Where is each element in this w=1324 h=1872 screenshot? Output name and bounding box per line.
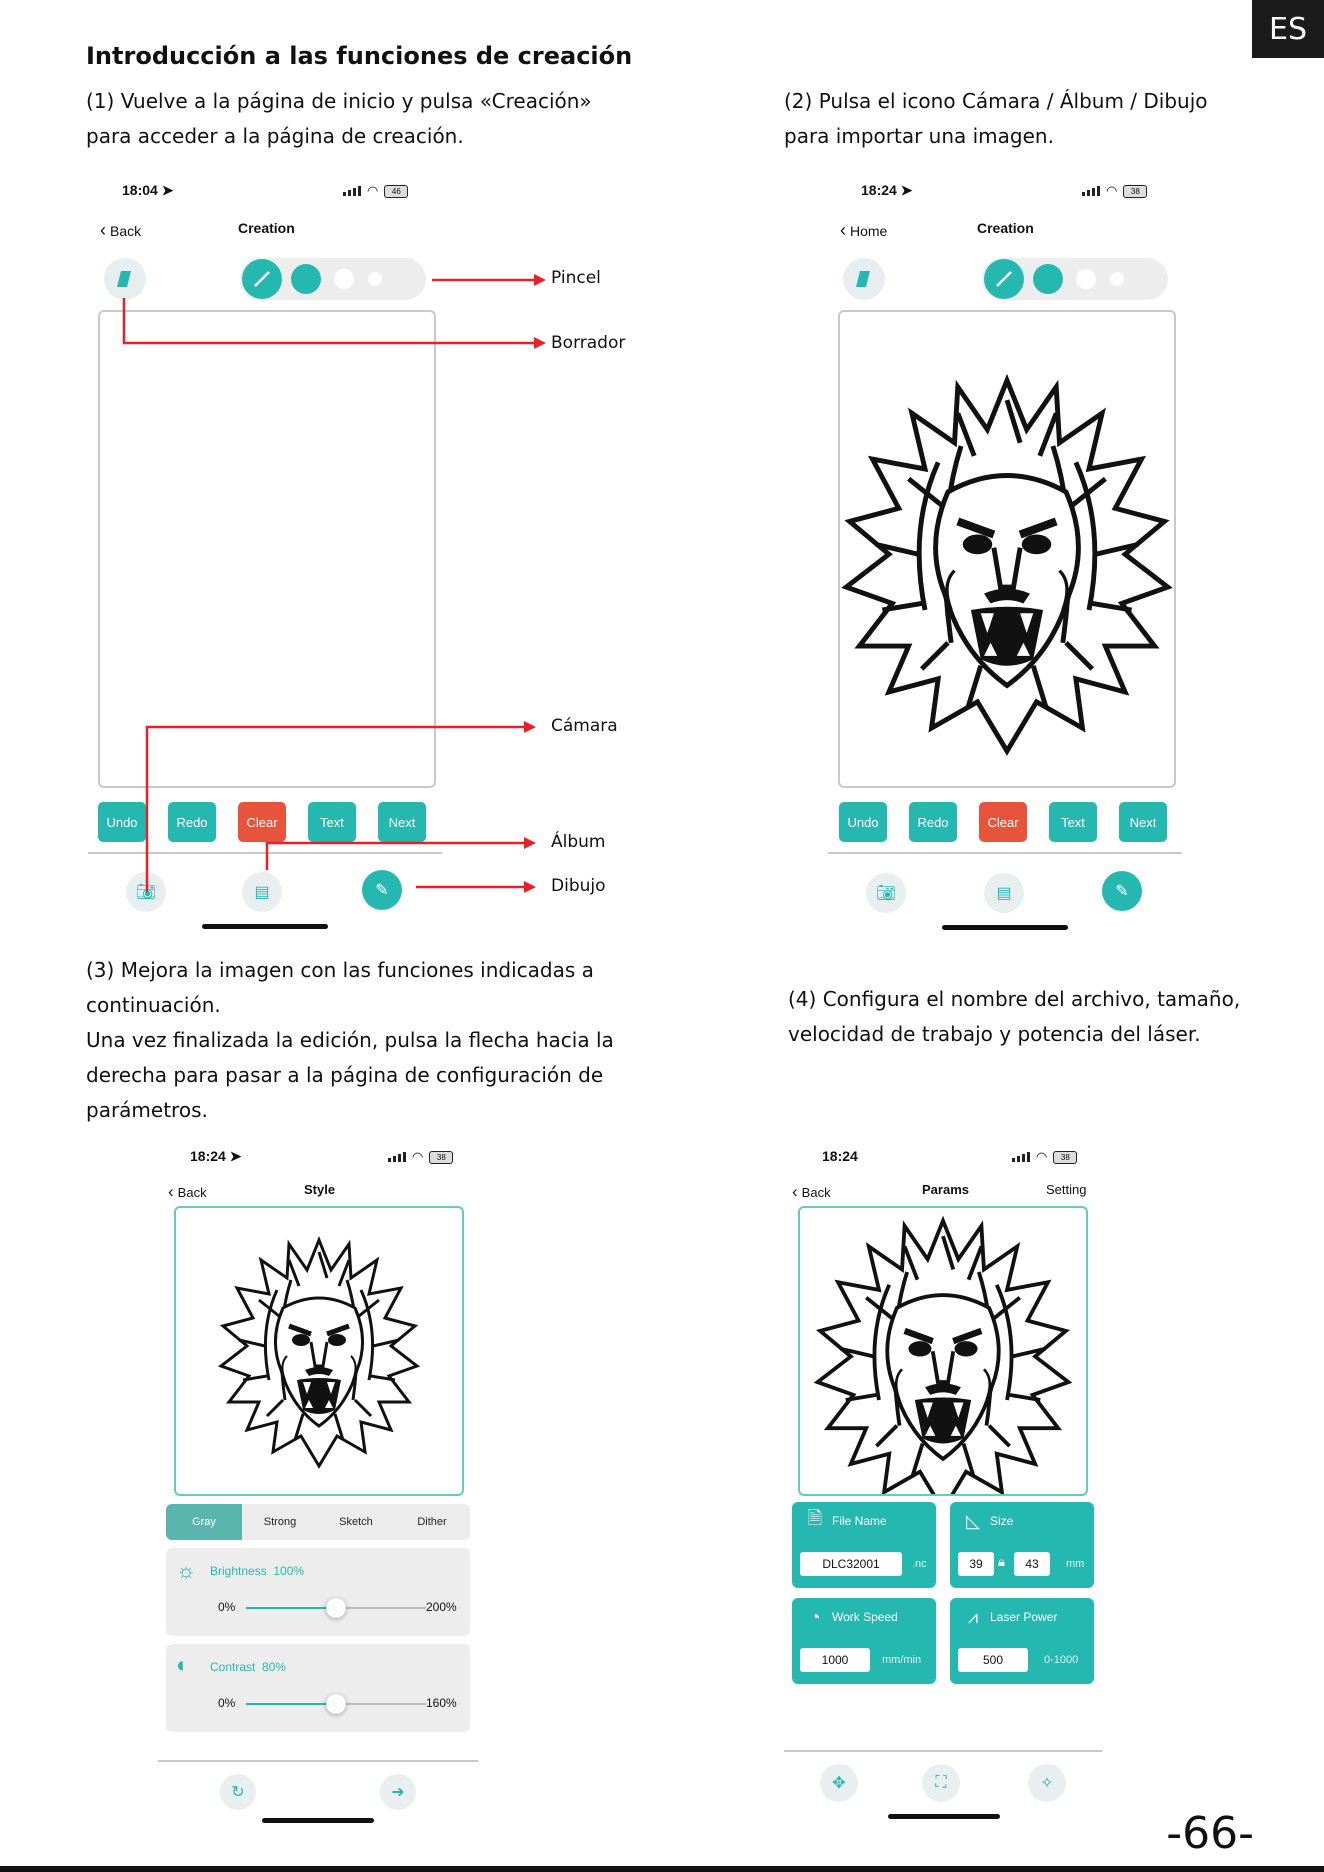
album-icon: ▤ bbox=[996, 885, 1012, 902]
album-button[interactable] bbox=[984, 873, 1024, 913]
refresh-icon: ↻ bbox=[231, 1784, 245, 1801]
status-icons bbox=[1012, 1149, 1077, 1165]
frame-button[interactable] bbox=[922, 1764, 960, 1802]
image-preview bbox=[174, 1206, 464, 1496]
contrast-max: 160% bbox=[426, 1696, 457, 1710]
battery-icon: 38 bbox=[1123, 185, 1147, 198]
lock-ratio-icon[interactable]: 🔒︎ bbox=[998, 1554, 1005, 1569]
annotation-draw: Dibujo bbox=[551, 876, 606, 896]
home-indicator bbox=[942, 925, 1068, 930]
redo-button[interactable]: Redo bbox=[168, 802, 216, 842]
next-arrow-button[interactable] bbox=[380, 1774, 416, 1810]
contrast-slider-knob[interactable] bbox=[326, 1694, 346, 1714]
annotation-brush: Pincel bbox=[551, 268, 601, 288]
speedometer-icon: ◔ bbox=[809, 1606, 821, 1627]
back-button[interactable]: ‹ Back bbox=[792, 1182, 831, 1201]
undo-button[interactable]: Undo bbox=[98, 802, 146, 842]
status-icons bbox=[388, 1149, 453, 1165]
image-preview bbox=[798, 1206, 1088, 1496]
screen-title: Params bbox=[922, 1182, 969, 1197]
signal-icon bbox=[1012, 1152, 1030, 1162]
laser-power-range: 0-1000 bbox=[1044, 1654, 1079, 1666]
work-speed-label: Work Speed bbox=[832, 1610, 898, 1624]
tab-gray[interactable]: Gray bbox=[166, 1504, 242, 1540]
status-icons bbox=[1082, 183, 1147, 199]
style-screen bbox=[158, 1140, 488, 1840]
size-label: Size bbox=[990, 1514, 1014, 1528]
back-button[interactable]: ‹ Back bbox=[168, 1182, 207, 1201]
page-title: Introducción a las funciones de creación bbox=[86, 42, 633, 70]
work-speed-card bbox=[792, 1598, 936, 1684]
drawing-canvas[interactable] bbox=[838, 310, 1176, 788]
arrow-right-icon: ➜ bbox=[391, 1784, 405, 1801]
brush-size-selector[interactable] bbox=[982, 258, 1168, 300]
pen-icon: ✎ bbox=[1115, 883, 1129, 900]
screen-title: Creation bbox=[977, 220, 1034, 236]
annotation-camera: Cámara bbox=[551, 716, 618, 736]
setting-button[interactable]: Setting bbox=[1046, 1182, 1087, 1197]
status-time: 18:24 bbox=[822, 1148, 858, 1164]
file-name-card bbox=[792, 1502, 936, 1588]
camera-icon: 📷︎ bbox=[135, 884, 157, 901]
home-indicator bbox=[262, 1818, 374, 1823]
brush-size-medium[interactable] bbox=[1076, 269, 1096, 289]
home-button[interactable]: ‹ Home bbox=[840, 220, 888, 240]
ruler-icon: ◺ bbox=[966, 1510, 980, 1531]
next-button[interactable]: Next bbox=[1119, 802, 1167, 842]
brightness-label: Brightness 100% bbox=[210, 1564, 305, 1578]
text-button[interactable]: Text bbox=[1049, 802, 1097, 842]
height-input[interactable]: 43 bbox=[1014, 1552, 1050, 1576]
back-button[interactable]: ‹ Back bbox=[100, 220, 142, 240]
next-button[interactable]: Next bbox=[378, 802, 426, 842]
laser-icon: ⩘ bbox=[967, 1606, 979, 1627]
screen-title: Creation bbox=[238, 220, 295, 236]
wifi-icon: ◠ bbox=[367, 183, 379, 198]
brush-active-icon[interactable] bbox=[984, 259, 1024, 299]
language-badge: ES bbox=[1252, 0, 1324, 58]
contrast-card bbox=[166, 1644, 470, 1732]
page-number: -66- bbox=[1166, 1808, 1254, 1859]
eraser-icon bbox=[854, 269, 874, 289]
divider bbox=[158, 1760, 478, 1762]
wifi-icon: ◠ bbox=[1106, 183, 1118, 198]
status-time: 18:04 ➤ bbox=[122, 182, 174, 198]
divider bbox=[784, 1750, 1102, 1752]
laser-engrave-icon: ✧ bbox=[1040, 1775, 1054, 1792]
width-input[interactable]: 39 bbox=[958, 1552, 994, 1576]
contrast-fill bbox=[246, 1703, 336, 1705]
laser-power-card bbox=[950, 1598, 1094, 1684]
step-4-text: (4) Configura el nombre del archivo, tamaño, velocidad de trabajo y potencia del láser. bbox=[788, 987, 1241, 1046]
draw-button[interactable] bbox=[1102, 871, 1142, 911]
contrast-label: Contrast 80% bbox=[210, 1660, 287, 1674]
brush-size-small[interactable] bbox=[1110, 272, 1124, 286]
file-name-input[interactable]: DLC32001 bbox=[800, 1552, 902, 1576]
clear-button[interactable]: Clear bbox=[979, 802, 1027, 842]
divider bbox=[828, 852, 1182, 854]
move-icon: ✥ bbox=[832, 1775, 846, 1792]
step-1-text: (1) Vuelve a la página de inicio y pulsa «Creación» para acceder a la página de creación. bbox=[86, 89, 592, 148]
work-speed-unit: mm/min bbox=[882, 1654, 922, 1666]
params-screen bbox=[782, 1140, 1112, 1840]
laser-power-label: Laser Power bbox=[990, 1610, 1058, 1624]
lion-image bbox=[176, 1208, 462, 1494]
battery-icon: 38 bbox=[1053, 1151, 1077, 1164]
battery-icon: 38 bbox=[429, 1151, 453, 1164]
status-time: 18:24 ➤ bbox=[190, 1148, 242, 1164]
annotation-eraser: Borrador bbox=[551, 333, 626, 353]
file-extension: .nc bbox=[912, 1558, 927, 1570]
file-icon: 🗎︎ bbox=[807, 1508, 823, 1528]
wifi-icon: ◠ bbox=[1036, 1149, 1048, 1164]
frame-icon: ⛶ bbox=[935, 1774, 947, 1791]
move-button[interactable] bbox=[820, 1764, 858, 1802]
signal-icon bbox=[388, 1152, 406, 1162]
tab-sketch[interactable]: Sketch bbox=[339, 1516, 373, 1528]
annotation-album: Álbum bbox=[551, 832, 606, 852]
home-indicator bbox=[888, 1814, 1000, 1819]
brightness-min: 0% bbox=[218, 1600, 236, 1614]
size-unit: mm bbox=[1066, 1558, 1085, 1570]
lion-image bbox=[800, 1208, 1086, 1494]
pen-icon: ✎ bbox=[375, 882, 389, 899]
tab-strong[interactable]: Strong bbox=[263, 1516, 297, 1528]
contrast-icon: ◐ bbox=[176, 1652, 190, 1677]
redo-button[interactable]: Redo bbox=[909, 802, 957, 842]
brightness-max: 200% bbox=[426, 1600, 457, 1614]
battery-icon: 46 bbox=[384, 185, 408, 198]
style-tabs[interactable] bbox=[166, 1504, 470, 1540]
brightness-fill bbox=[246, 1607, 336, 1609]
status-time: 18:24 ➤ bbox=[861, 182, 913, 198]
lion-image bbox=[840, 312, 1174, 786]
step-3-text: (3) Mejora la imagen con las funciones indicadas a continuación. Una vez finalizada la edición, pulsa la flecha hacia la derecha para pasar a la página de configuración de parámetros. bbox=[86, 958, 614, 1122]
camera-button[interactable] bbox=[866, 873, 906, 913]
bottom-rule bbox=[0, 1866, 1324, 1872]
screen-title: Style bbox=[304, 1182, 336, 1197]
camera-icon: 📷︎ bbox=[875, 885, 897, 902]
engrave-button[interactable] bbox=[1028, 1764, 1066, 1802]
laser-power-input[interactable]: 500 bbox=[958, 1648, 1028, 1672]
contrast-min: 0% bbox=[218, 1696, 236, 1710]
size-card bbox=[950, 1502, 1094, 1588]
clear-button[interactable]: Clear bbox=[238, 802, 286, 842]
wifi-icon: ◠ bbox=[412, 1149, 424, 1164]
file-name-label: File Name bbox=[832, 1514, 887, 1528]
brush-size-large[interactable] bbox=[1033, 264, 1063, 294]
album-icon: ▤ bbox=[254, 884, 270, 901]
eraser-button[interactable] bbox=[843, 258, 885, 300]
brightness-icon: ☼ bbox=[176, 1558, 197, 1583]
signal-icon bbox=[1082, 186, 1100, 196]
work-speed-input[interactable]: 1000 bbox=[800, 1648, 870, 1672]
undo-button[interactable]: Undo bbox=[839, 802, 887, 842]
brightness-slider-knob[interactable] bbox=[326, 1598, 346, 1618]
reset-button[interactable] bbox=[220, 1774, 256, 1810]
creation-screen-image bbox=[828, 170, 1188, 940]
brightness-card bbox=[166, 1548, 470, 1636]
tab-dither[interactable]: Dither bbox=[417, 1516, 447, 1528]
text-button[interactable]: Text bbox=[308, 802, 356, 842]
step-2-text: (2) Pulsa el icono Cámara / Álbum / Dibujo para importar una imagen. bbox=[784, 89, 1208, 148]
